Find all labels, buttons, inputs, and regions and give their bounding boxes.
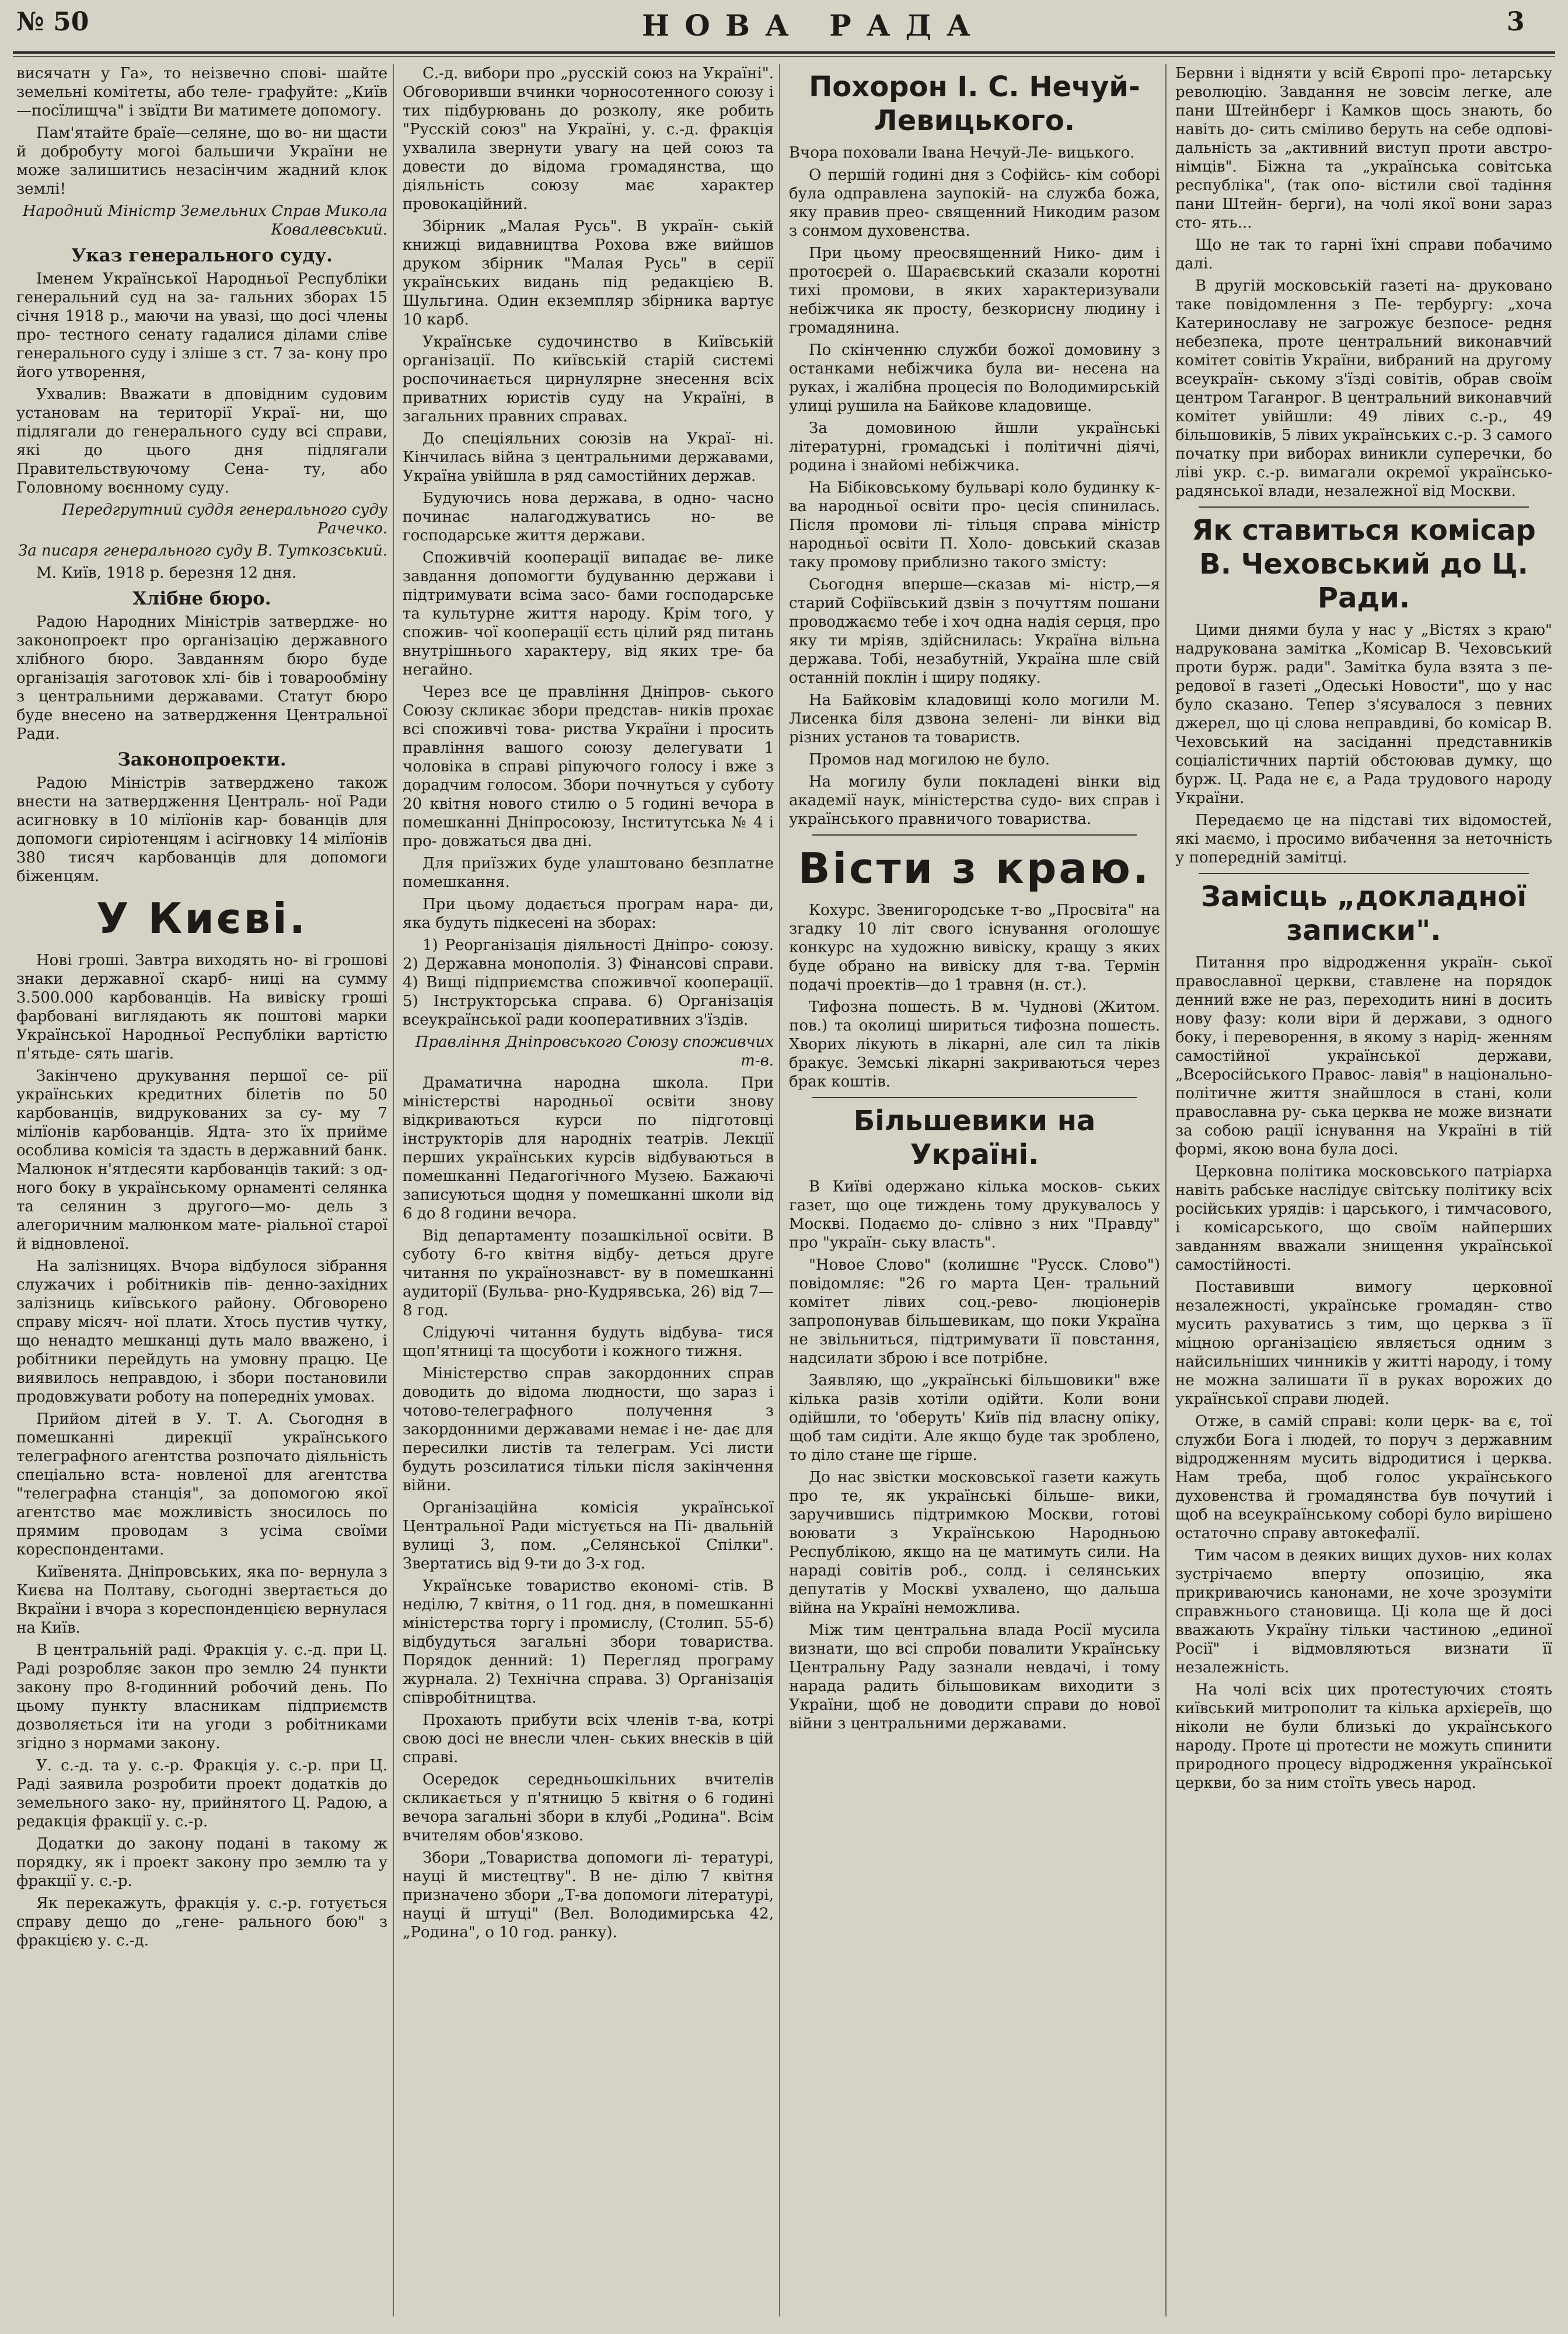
paragraph: По скінченню служби божої домовину з останками небіжчика була ви- несена на руках, і жалібна процесія по Володимирській улиці рушила на Байкове кладовище. xyxy=(789,341,1160,415)
article-title: Більшевики на Україні. xyxy=(853,1105,1096,1171)
signature: Народний Міністр Земельних Справ Микола Ковалевський. xyxy=(22,202,387,239)
news-item: Збірник „Малая Русь". В україн- ській книжці видавництва Рохова вже вийшов друком збірник "Малая Русь" в серії українських видань під редакцією В. Шульгина. Один екземпляр збірника вартує 10 карб. xyxy=(403,218,774,329)
news-item: Через все це правління Дніпров- ського Союзу скликає збори представ- ників прохає всі споживчі това- риства України і просить правління вашого союзу делегувати 1 чоловіка в справі ріпуючого голосу і вже з дорадчим голосом. Збори почнуться у суботу 20 квітня нового стилю о 5 годині вечора в помешканні Дніпросоюзу, Інститутська № 4 і про- довжаться два дні. xyxy=(403,683,774,850)
paragraph: О першій годині дня з Софійсь- кім соборі була одправлена заупокій- на служба божа, яку правив прео- священний Никодим разом з сонмом духовенства. xyxy=(789,166,1160,240)
news-item: С.-д. вибори про „русскій союз на Україні". Обговоривши вчинки чорносотенного союзу і тих підбурювань до розколу, яке робить "Русскій союз" на Україні, у. с.-д. фракція ухвалила звернути увагу на цей союз та довести до відома громадянства, що діяльність союзу має характер провокаційний. xyxy=(403,65,774,213)
article-heading: Указ генерального суду. xyxy=(71,245,333,266)
article-divider xyxy=(812,1097,1137,1098)
dateline: М. Київ, 1918 р. березня 12 дня. xyxy=(36,564,297,582)
paragraph: Бервни і відняти у всій Європі про- летарську революцію. Завдання не зовсім легке, але пани Штейнберг і Камков щось знають, бо навіть до- сить сміливо беруть на себе одпові- дальність за „активний виступ проти австро-німців". Біжна та „українська совітська республіка", (так опо- вістили свої тадіння пани Штейн- берги), на чолі якої вони зараз сто- ять... xyxy=(1175,65,1552,232)
paragraph: До нас звістки московської газети кажуть про те, як українські більше- вики, заручившись підтримкою Москви, готові воювати з Українською Народньою Республікою, якщо на це матимуть сили. На нараді совітів роб., солд. і селянських депутатів у Москві ухвалено, що дальша війна на Україні неможлива. xyxy=(789,1469,1160,1617)
news-item: Від департаменту позашкільної освіти. В суботу 6-го квітня відбу- деться друге читання по українознавст- ву в помешканні аудиторії (Бульва- рно-Кудрявська, 26) від 7—8 год. xyxy=(403,1227,774,1319)
paragraph: Питання про відродження україн- ської православної церкви, ставлене на порядок денний вже не раз, переходить нині в досить нову фазу: коли віри й держави, з одного боку, і переворення, в якому з нарід- женням самостійної української держави, „Всеросійського Правос- лавія" в національно-політичне життя знайшлося в стані, коли православна ру- ська церква не може визнати за собою рації існування на Україні в тій формі, якою вона була досі. xyxy=(1175,954,1552,1158)
article-heading: Законопроекти. xyxy=(117,749,287,770)
section-heading: Вісти з краю. xyxy=(798,844,1151,893)
paragraph: В другій московській газеті на- друковано таке повідомлення з Пе- тербургу: „хоча Катеринославу не загрожує безпосе- редня небезпека, проте центральний виконавчий комітет совітів України, вибраний на другому всеукраїн- ському з'їзді совітів, обрав своїм центром Таганрог. В центральний виконавчий комітет увійшли: 49 лівих с.-р., 49 більшовиків, 5 лівих українських с.-р. З самого початку при виборах виникли суперечки, бо ліві укр. с.-р. вимагали окремої українсько-радянської влади, незалежної від Москви. xyxy=(1175,277,1552,500)
news-item: Прийом дітей в У. Т. А. Сьогодня в помешканні дирекції українського телеграфного агентства розпочато діяльність спеціально вста- новленої для агентства "телеграфна станція", за допомогою якої агентство має можливість зносилось по прямим проводам з усіма своїми кореспондентами. xyxy=(16,1410,387,1559)
article-divider xyxy=(1199,873,1529,874)
paragraph: Цими днями була у нас у „Вістях з краю" надрукована замітка „Комісар В. Чеховський проти бурж. ради". Замітка була взята з пе- редової в газеті „Одеські Новости", що у нас було сказано. Тепер з'ясувалося з певних джерел, що ці слова неправдиві, бо комісар В. Чеховський на засіданні представників соціалістичних партій обстоював думку, що бурж. Ц. Рада не є, а Рада трудового народу України. xyxy=(1175,621,1552,807)
news-item: Прохають прибути всіх членів т-ва, котрі свою досі не внесли член- ських внесків в цій справі. xyxy=(403,1711,774,1766)
paragraph: Радою Міністрів затверджено також внести на затвердження Централь- ної Ради асигновку в 10 мілїонів кар- бованців для допомоги сиріотенцям і асігновку 14 мілїонів 380 тисяч карбованців для допомоги біженцям. xyxy=(16,774,387,885)
paragraph: На чолі всіх цих протестуючих стоять київський митрополит та кілька архієреїв, що ніколи не були близькі до українського народу. Проте ці протести не можуть спинити природного процесу відродження української церкви, бо за ним стоїть увесь народ. xyxy=(1175,1681,1552,1792)
paragraph: висячатн у Га», то неізвечно спові- шайте земельні комітеты, або теле- графуйте: „Київ—посїлищча" і звїдти Ви матимете допомогу. xyxy=(16,65,387,120)
paragraph: "Новое Слово" (колишнє "Русск. Слово") повідомляє: "26 го марта Цен- тральний комітет лівих соц.-рево- люціонерів запропонував більшевикам, що поки Україна не звільниться, підтримувати її повстання, надсилати зброю і все потрібне. xyxy=(789,1256,1160,1367)
paragraph: Іменем Української Народньої Республіки генеральний суд на за- гальних зборах 15 січня 1918 р., маючи на увазі, що досі члены про- тестного сенату гадалися ділами сліве генерального суду і зліше з ст. 7 за- кону про його утворення, xyxy=(16,270,387,381)
news-item: До спеціяльних союзів на Украї- ні. Кінчилась війна з центральними державами, Україна увійшла в ряд самостійних держав. xyxy=(403,430,774,485)
paragraph: Поставивши вимогу церковної незалежності, українське громадян- ство мусить рахуватись з тим, що церква з її міцною організацією являється одним з найсильніших чинників у житті народу, і тому не можна залишати її в руках ворожих до української справи людей. xyxy=(1175,1278,1552,1408)
signature: Правління Дніпровського Союзу споживчих т-в. xyxy=(415,1033,774,1070)
article-heading: Хлібне бюро. xyxy=(132,588,271,609)
paragraph: Заявляю, що „українські більшовики" вже кілька разів хотіли одійти. Коли вони одійшли, то 'оберуть' Київ під власну опіку, щоб там сидіти. Але якщо буде так зроблено, то діло стане ще гірше. xyxy=(789,1372,1160,1464)
page-number: 3 xyxy=(1507,7,1525,37)
article-title: Похорон І. С. Нечуй-Левицького. xyxy=(809,71,1140,137)
article-divider xyxy=(1199,506,1529,508)
paragraph: На Байковім кладовищі коло могили М. Лисенка біля дзвона зелені- ли вінки від різних установ та товариств. xyxy=(789,691,1160,746)
news-item: Міністерство справ закордонних справ доводить до відома людности, що зараз і чотово-телеграфного получення з закордонними державами немає і не- дає для пересилки листів та телеграм. Усі листи будуть розсилатися тільки після закінчення війни. xyxy=(403,1365,774,1494)
paragraph: Сьогодня вперше—сказав мі- ністр,—я старий Софіївський дзвін з почуттям пошани проводжаємо тебе і хоч одна надія серця, про яку ти мріяв, здійснилась: Україна вільна держава. Тобі, незабутній, Україна шле свій останній поклін і щиру подяку. xyxy=(789,576,1160,687)
signature: Передгрутний суддя генерального суду Рачечко. xyxy=(62,501,387,537)
column-1 xyxy=(16,64,387,2322)
news-item: 1) Реорганізація діяльності Дніпро- союзу. 2) Державна монополія. 3) Фінансові справи. 4) Вищі підприємства споживчої кооперації. 5) Інструкторська справа. 6) Організація всеукраїнської ради кооперативних з'їздів. xyxy=(403,937,774,1029)
paragraph: За домовиною йшли українські літературні, громадські і політичні діячі, родина і знайомі небіжчика. xyxy=(789,420,1160,474)
header-rule xyxy=(13,51,1555,54)
article-title: Як ставиться комісар В. Чеховський до Ц. Ради. xyxy=(1192,514,1536,614)
news-item: Додатки до закону подані в такому ж порядку, як і проект закону про землю та у фракції у. с.-р. xyxy=(16,1835,387,1890)
masthead-title: НОВА РАДА xyxy=(642,8,986,43)
paragraph: Промов над могилою не було. xyxy=(809,751,1050,768)
paragraph: Радою Народних Міністрів затвердже- но законопроект про організацію державного хлібного бюро. Завданням бюро буде організація заготовок хлі- бів і товарообміну з центральними державами. Статут бюро буде внесено на затвердження Центральної Ради. xyxy=(16,613,387,743)
section-heading: У Києві. xyxy=(96,894,308,943)
column-divider xyxy=(393,64,394,2316)
news-item: Українське судочинство в Київській організації. По київській старій системі роспочинається цирнулярне знесення всіх приватних юристів суду на Україні, в загальних правних справах. xyxy=(403,333,774,425)
signature: За писаря генерального суду В. Туткозський. xyxy=(18,542,387,560)
news-item: Нові гроші. Завтра виходять но- ві грошові знаки державної скарб- ниці на сумму 3.500.000 карбованців. На вивіску гроші фарбовані виглядають як поштові марки Української Народньої Республіки вартістю п'ятьде- сять шагів. xyxy=(16,952,387,1063)
article-divider xyxy=(812,834,1137,836)
news-item: Київенята. Дніпровських, яка по- вернула з Києва на Полтаву, сьогодні звертається до Вкраїни і вчора з кореспонденцією вернулася на Київ. xyxy=(16,1563,387,1637)
paragraph: Тим часом в деяких вищих духов- них колах зустрічаємо вперту опозицію, яка прикриваючись канонами, не хоче зрозуміти справжнього становища. Ці кола ще й досі вважають Україну тільки частиною „единої Росії" і відмовляються визнати її незалежність. xyxy=(1175,1547,1552,1676)
column-divider xyxy=(1165,64,1167,2316)
news-item: Закінчено друкування першої се- рії українських кредитних білетів по 50 карбованців, видрукованих за су- му 7 мілїонів карбованців. Ядта- зто їх прийме особлива комісія та здасть в державний банк. Малюнок н'ятдесяти карбованців такий: з од- ного боку в українському орнаменті селянка та селянин з другого—мо- дель з алегоричним малюнком мате- ріальної старої й відновленої. xyxy=(16,1067,387,1253)
paragraph: В Київі одержано кілька москов- ських газет, що оце тиждень тому друкувалось у Москві. Подаємо до- слівно з них "Правду" про "україн- ську власть". xyxy=(789,1178,1160,1252)
news-item: Збори „Товариства допомоги лі- тературі, науці й мистецтву". В не- ділю 7 квітня призначено збори „Т-ва допомоги літературі, науці й штуці" (Вел. Володимирська 42, „Родина", о 10 год. ранку). xyxy=(403,1849,774,1941)
paragraph: Отже, в самій справі: коли церк- ва є, тої служби Бога і людей, то поруч з державним відродженням мусить відродитися і церква. Нам треба, щоб голос українського духовенства й громадянства був почутий і щоб на всеукраїнському соборі було вирішено остаточно справу автокефалії. xyxy=(1175,1413,1552,1542)
paragraph: На Бібіковському бульварі коло будинку к-ва народньої освіти про- цесія спинилась. Після промови лі- тільця справа міністр народньої освіти П. Холо- довський сказав таку промову приблизно такого змісту: xyxy=(789,479,1160,571)
news-item: Українське товариство економі- стів. В неділю, 7 квітня, о 11 год. дня, в помешканні міністерства торгу і промислу, (Столип. 55-б) відбудуться загальні збори товариства. Порядок денний: 1) Перегляд програму журнала. 2) Технічна справа. 3) Організація співробітництва. xyxy=(403,1577,774,1707)
news-item: Кохурс. Звенигородське т-во „Просвіта" на згадку 10 літ свого існування оголошує конкурс на художню вивіску, кращу з яких буде обрано на вивіску для т-ва. Термін подачі проектів—до 1 травня (н. ст.). xyxy=(789,902,1160,994)
paragraph: Між тим центральна влада Росії мусила визнати, що всі спроби повалити Українську Центральну Раду зазнали невдачі, і тому нарада радить більшовикам виходити з України, щоб не доводити справи до нової війни з центральними державами. xyxy=(789,1622,1160,1732)
news-item: Слідуючі читання будуть відбува- тися щоп'ятниці та щосуботи і кожного тижня. xyxy=(403,1324,774,1360)
article-title: Замісць „докладної записки". xyxy=(1200,881,1527,947)
header-rule-thin xyxy=(13,56,1555,57)
news-item: Як перекажуть, фракція у. с.-р. готується справу дещо до „гене- рального бою" з фракцією у. с.-д. xyxy=(16,1895,387,1949)
paragraph: Ухвалив: Вважати в дповідним судовим установам на території Украї- ни, що підлягали до генерального суду всі справи, які до цього дня підлягали Правительствуючому Сена- ту, або Головному воєнному суду. xyxy=(16,386,387,497)
news-item: При цьому додається програм нара- ди, яка будуть підкесені на зборах: xyxy=(403,896,774,932)
news-item: Споживчій кооперації випадає ве- лике завдання допомогти будуванню держави і підтримувати всіма засо- бами господарське та культурне життя народу. Крім того, у спожив- чої кооперації єсть цілий ряд питань внутрішнього характеру, від яких тре- ба негайно. xyxy=(403,549,774,679)
paragraph: Вчора поховали Івана Нечуй-Ле- вицького. xyxy=(789,144,1135,162)
issue-number: № 50 xyxy=(16,7,89,37)
paragraph: Що не так то гарні їхні справи побачимо далі. xyxy=(1175,236,1552,272)
paragraph: Пам'ятайте браїе—селяне, що во- ни щасти й добробуту могоі бальшичи України не може залишитись незасінчим жадний клок землі! xyxy=(16,124,387,198)
news-item: Будуючись нова держава, в одно- часно починає налагоджуватись но- ве господарське життя держави. xyxy=(403,490,774,544)
paragraph: Церковна політика московського патріарха навіть рабське наслідує світську політику всіх російських урядів: і царського, і тимчасового, і комісарського, що своїм найперших завданням вважали знищення української самостійності. xyxy=(1175,1163,1552,1274)
column-divider xyxy=(779,64,780,2316)
news-item: У. с.-д. та у. с.-р. Фракція у. с.-р. при Ц. Раді заявила розробити проект додатків до земельного зако- ну, прийнятого Ц. Радою, а редакція фракції у. с.-р. xyxy=(16,1757,387,1830)
news-item: Тифозна пошесть. В м. Чуднові (Житом. пов.) та околиці шириться тифозна пошесть. Хворих лікують в лікарні, але сил та ліків бракує. Земські лікарні закриваються через брак коштів. xyxy=(789,998,1160,1091)
news-item: Для приїзжих буде улаштовано безплатне помешкання. xyxy=(403,855,774,891)
news-item: Осередок середньошкільних вчителів скликається у п'ятницю 5 квітня о 6 годині вечора загальні збори в клубі „Родина". Всім вчителям обов'язково. xyxy=(403,1771,774,1844)
news-item: Драматична народна школа. При міністерстві народньої освіти знову відкриваються курси по підготовці інструкторів для народніх театрів. Лекції перших українських курсів відбуваються в помешканні Педагогічного Музею. Бажаючі записуються щодня у помешканні школи від 6 до 8 години вечора. xyxy=(403,1074,774,1222)
news-item: На залізницях. Вчора відбулося зібрання служачих і робітників пів- денно-західних залізниць київського району. Обговорено справу місяч- ної плати. Хтось пустив чутку, що ненадто мешканці дуть мало вважено, і робітники перейдуть на умовну працю. Це виявилось неправдою, і збори постановили продовжувати роботу на попередніх умовах. xyxy=(16,1257,387,1406)
column-3 xyxy=(789,64,1160,2322)
news-item: Організаційна комісія української Центральної Ради містується на Пі- двальній вулиці 3, пом. „Селянської Спілки". Звертатись від 9-ти до 3-х год. xyxy=(403,1499,774,1573)
news-item: В центральній раді. Фракція у. с.-д. при Ц. Раді розробляє закон про землю 24 пункти закону про 8-годинний робочий день. По цьому пункту власникам підприємств дозволяється іти на угоди з робітниками згідно з нормами закону. xyxy=(16,1641,387,1752)
paragraph: На могилу були покладені вінки від академії наук, міністерства судо- вих справ і українського правничого товариства. xyxy=(789,773,1160,828)
paragraph: При цьому преосвященний Нико- дим і протоєрей о. Шараєвський сказали коротні тихі промови, в яких характеризували небіжчика як просту, безкорисну людину і громадянина. xyxy=(789,244,1160,337)
paragraph: Передаємо це на підставі тих відомостей, які маємо, і просимо вибачення за неточність у попередній замітці. xyxy=(1175,812,1552,866)
column-4 xyxy=(1175,64,1552,2322)
column-2 xyxy=(403,64,774,2322)
